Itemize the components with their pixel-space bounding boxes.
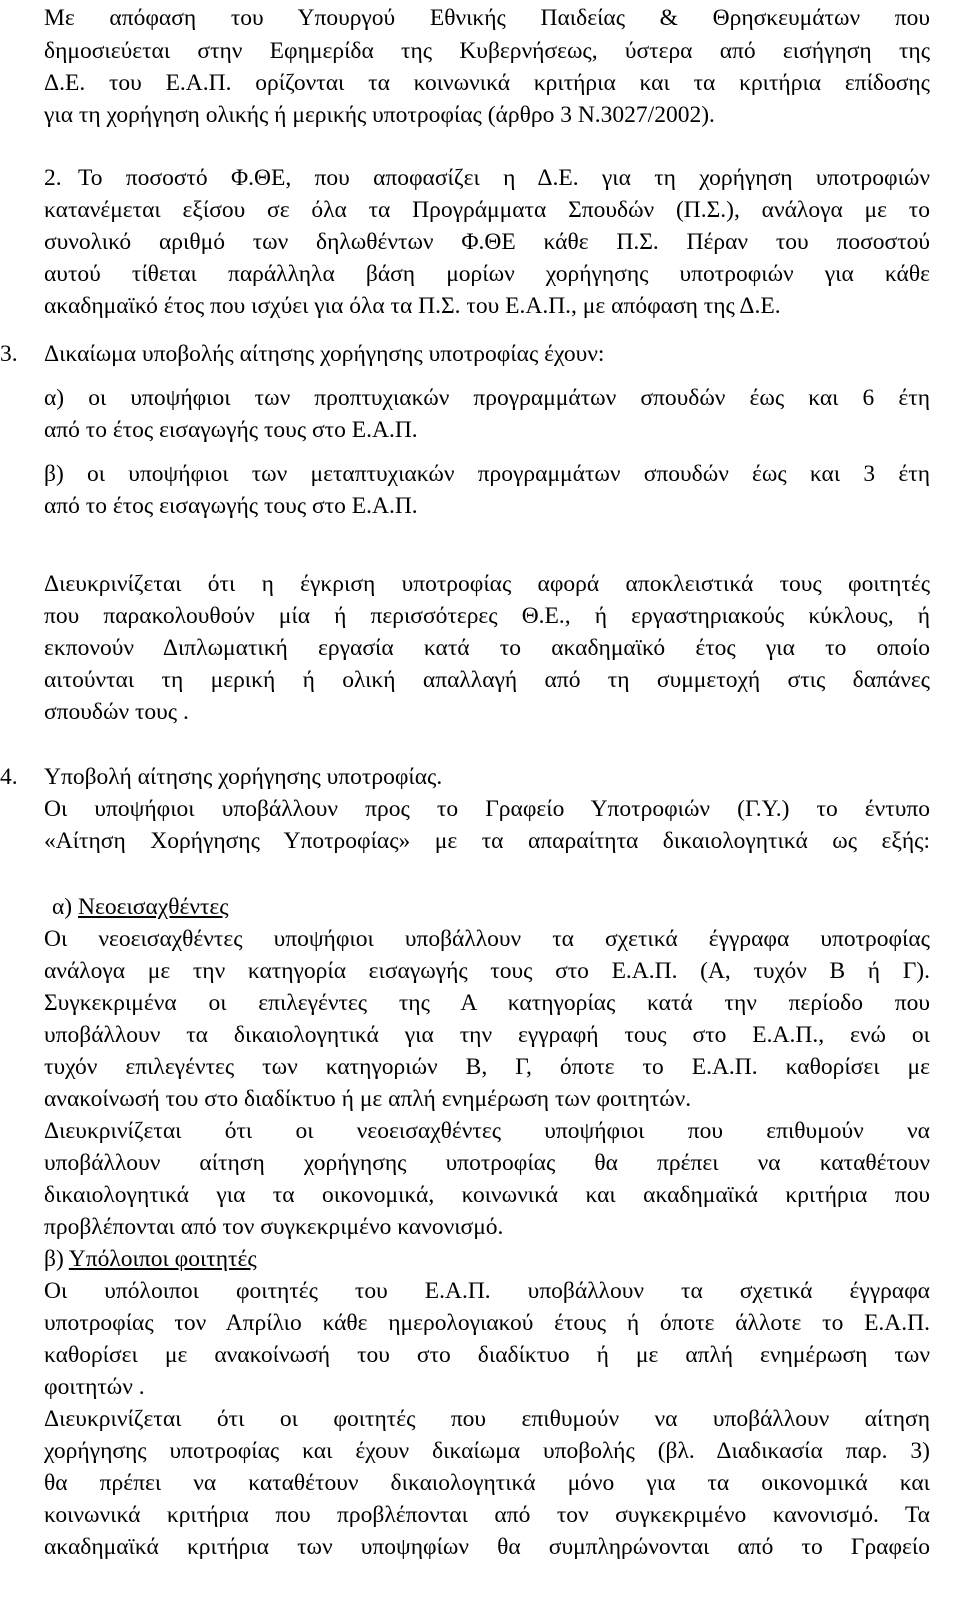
text-line: καθορίσει με ανακοίνωσή του στο διαδίκτυο ή με απλή ενημέρωση των: [44, 1342, 930, 1368]
subsection-b-heading: [44, 1243, 930, 1275]
text-line: χορήγησης υποτροφίας και έχουν δικαίωμα υποβολής (βλ. Διαδικασία παρ. 3): [44, 1438, 930, 1464]
text-line: δικαιολογητικά για τα οικονομικά, κοινωνικά και ακαδημαϊκά κριτήρια που: [44, 1182, 930, 1208]
text-line: Οι υποψήφιοι υποβάλλουν προς το Γραφείο Υποτροφιών (Γ.Υ.) το έντυπο: [44, 796, 930, 822]
text-line: ανάλογα με την κατηγορία εισαγωγής τους στο Ε.Α.Π. (Α, τυχόν Β ή Γ).: [44, 958, 930, 984]
section-number: 4.: [0, 764, 18, 790]
text-line: από το έτος εισαγωγής τους στο Ε.Α.Π.: [44, 493, 418, 519]
text-line: β) οι υποψήφιοι των μεταπτυχιακών προγραμμάτων σπουδών έως και 3 έτη: [44, 461, 930, 487]
text-line: κατανέμεται εξίσου σε όλα τα Προγράμματα Σπουδών (Π.Σ.), ανάλογα με το: [44, 197, 930, 223]
text-line: ανακοίνωσή του στο διαδίκτυο ή με απλή ενημέρωση των φοιτητών.: [44, 1086, 692, 1112]
text-line: Συγκεκριμένα οι επιλεγέντες της Α κατηγορίας κατά την περίοδο που: [44, 990, 930, 1016]
text-line: δημοσιεύεται στην Εφημερίδα της Κυβερνήσεως, ύστερα από εισήγηση της: [44, 38, 930, 64]
text-line: α) οι υποψήφιοι των προπτυχιακών προγραμμάτων σπουδών έως και 6 έτη: [44, 385, 930, 411]
subsection-a-title: Νεοεισαχθέντες: [78, 894, 229, 920]
text-line: θα πρέπει να καταθέτουν δικαιολογητικά μόνο για τα οικονομικά και: [44, 1470, 930, 1496]
text-line: Διευκρινίζεται ότι η έγκριση υποτροφίας αφορά αποκλειστικά τους φοιτητές: [44, 571, 930, 597]
text-line: κοινωνικά κριτήρια που προβλέπονται από τον συγκεκριμένο κανονισμό. Τα: [44, 1502, 930, 1528]
section-4-heading: [0, 761, 886, 793]
text-line: Με απόφαση του Υπουργού Εθνικής Παιδείας & Θρησκευμάτων που: [44, 5, 930, 31]
subsection-b-title: Υπόλοιποι φοιτητές: [68, 1246, 257, 1272]
text-line: [44, 162, 930, 194]
text-line: από το έτος εισαγωγής τους στο Ε.Α.Π.: [44, 417, 418, 443]
text-line: αιτούνται τη μερική ή ολική απαλλαγή από τη συμμετοχή στις δαπάνες: [44, 667, 930, 693]
text-line: σπουδών τους .: [44, 699, 189, 725]
text-line: τυχόν επιλεγέντες των κατηγοριών Β, Γ, όποτε το Ε.Α.Π. καθορίσει με: [44, 1054, 930, 1080]
text-line: αυτού τίθεται παράλληλα βάση μορίων χορήγησης υποτροφιών για κάθε: [44, 261, 930, 287]
subsection-prefix: β): [44, 1246, 69, 1272]
text-line: υποτροφίας τον Απρίλιο κάθε ημερολογιακού έτους ή όποτε άλλοτε το Ε.Α.Π.: [44, 1310, 930, 1336]
text-line: Οι νεοεισαχθέντες υποψήφιοι υποβάλλουν τα σχετικά έγγραφα υποτροφίας: [44, 926, 930, 952]
text-line: Οι υπόλοιποι φοιτητές του Ε.Α.Π. υποβάλλουν τα σχετικά έγγραφα: [44, 1278, 930, 1304]
section-4-heading-text: Υποβολή αίτησης χορήγησης υποτροφίας.: [44, 764, 443, 790]
text-line: ακαδημαϊκά κριτήρια των υποψηφίων θα συμπληρώνονται από το Γραφείο: [44, 1534, 930, 1560]
text-line: Διευκρινίζεται ότι οι φοιτητές που επιθυμούν να υποβάλλουν αίτηση: [44, 1406, 930, 1432]
subsection-a-heading: [52, 891, 938, 923]
subsection-prefix: α): [52, 894, 79, 920]
text-line: Δ.Ε. του Ε.Α.Π. ορίζονται τα κοινωνικά κριτήρια και τα κριτήρια επίδοσης: [44, 70, 930, 96]
text-line: εκπονούν Διπλωματική εργασία κατά το ακαδημαϊκό έτος για το οποίο: [44, 635, 930, 661]
text-line: Διευκρινίζεται ότι οι νεοεισαχθέντες υποψήφιοι που επιθυμούν να: [44, 1118, 930, 1144]
text-line: υποβάλλουν τα δικαιολογητικά για την εγγραφή τους στο Ε.Α.Π., ενώ οι: [44, 1022, 930, 1048]
text-line: φοιτητών .: [44, 1374, 145, 1400]
section-number: 3.: [0, 341, 18, 367]
section-3-heading-text: Δικαίωμα υποβολής αίτησης χορήγησης υποτροφίας έχουν:: [44, 341, 605, 367]
text-line: προβλέπονται από τον συγκεκριμένο κανονισμό.: [44, 1214, 504, 1240]
section-3-heading: [0, 338, 886, 370]
text-line: συνολικό αριθμό των δηλωθέντων Φ.ΘΕ κάθε Π.Σ. Πέραν του ποσοστού: [44, 229, 930, 255]
text-line: ακαδημαϊκό έτος που ισχύει για όλα τα Π.Σ. του Ε.Α.Π., με απόφαση της Δ.Ε.: [44, 293, 781, 319]
text-line: «Αίτηση Χορήγησης Υποτροφίας» με τα απαραίτητα δικαιολογητικά ως εξής:: [44, 828, 930, 854]
text-line: που παρακολουθούν μία ή περισσότερες Θ.Ε., ή εργαστηριακούς κύκλους, ή: [44, 603, 930, 629]
section-number: 2.: [44, 165, 62, 191]
text-line: υποβάλλουν αίτηση χορήγησης υποτροφίας θα πρέπει να καταθέτουν: [44, 1150, 930, 1176]
text-line: για τη χορήγηση ολικής ή μερικής υποτροφίας (άρθρο 3 Ν.3027/2002).: [44, 102, 715, 128]
section-2-first-line: Το ποσοστό Φ.ΘΕ, που αποφασίζει η Δ.Ε. για τη χορήγηση υποτροφιών: [78, 165, 930, 191]
